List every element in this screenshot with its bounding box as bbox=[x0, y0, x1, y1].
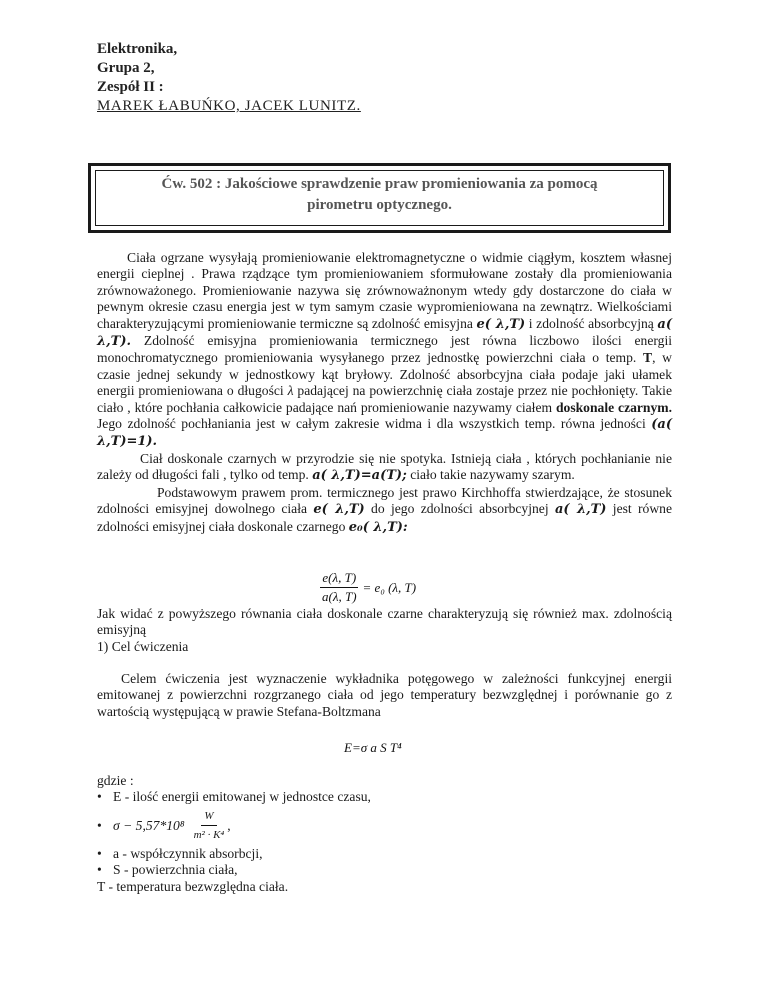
definition-S bbox=[97, 862, 672, 878]
kirchhoff-absorptivity: a( λ,T) bbox=[554, 502, 607, 518]
header-block bbox=[97, 40, 361, 116]
emissivity-symbol: e( λ,T) bbox=[476, 316, 526, 332]
definitions-intro: gdzie : bbox=[97, 773, 134, 788]
kirchhoff-fraction bbox=[320, 570, 359, 605]
stefan-boltzmann-formula: E=σ a S T⁴ bbox=[344, 740, 402, 755]
intro-text-d: , w czasie jednej sekundy w jednostkowy kąt bryłowy. Zdolność absorbcyjna ciała podaje jaki ułamek energii promieniowana o długości bbox=[97, 350, 672, 399]
lambda-symbol: λ bbox=[287, 383, 294, 399]
formula-rhs: = e₀ (λ, T) bbox=[362, 579, 417, 595]
kirchhoff-paragraph bbox=[97, 485, 672, 536]
definition-E bbox=[97, 789, 672, 805]
fraction-denominator: a(λ, T) bbox=[322, 589, 357, 604]
intro-text-b: i zdolność absorbcyjną bbox=[525, 315, 658, 331]
kirchhoff-emissivity: e( λ,T) bbox=[313, 502, 365, 518]
goal-block bbox=[97, 671, 672, 720]
kirchhoff-formula bbox=[320, 570, 416, 605]
blackbody-emissivity: e₀( λ,T): bbox=[348, 519, 408, 535]
intro-paragraph bbox=[97, 250, 672, 451]
fraction-numerator: e(λ, T) bbox=[320, 570, 358, 588]
bullet-icon: • bbox=[97, 817, 102, 833]
para3-text-a: Podstawowym prawem prom. termicznego jest prawo Kirchhoffa stwierdzające, że stosunek zdolności emisyjnej dowolnego ciała bbox=[97, 484, 672, 517]
sigma-tail: , bbox=[227, 817, 231, 833]
para3-text-b: do jego zdolności absorbcyjnej bbox=[364, 501, 555, 517]
bullet-icon: • bbox=[97, 862, 102, 878]
definition-E-text: E - ilość energii emitowanej w jednostce czasu, bbox=[113, 789, 371, 805]
definitions-list bbox=[97, 773, 672, 895]
temperature-symbol: T bbox=[643, 350, 653, 366]
para3-text-c: jest równe zdolności emisyjnej ciała doskonale czarnego bbox=[97, 501, 672, 534]
sigma-value: σ − 5,57*10⁸ bbox=[113, 817, 185, 833]
grey-body-paragraph bbox=[97, 451, 672, 485]
sigma-unit-denominator: m² · K⁴ bbox=[193, 829, 225, 842]
para2-text-b: ciało takie nazywamy szarym. bbox=[406, 467, 575, 483]
definition-a-text: a - współczynnik absorbcji, bbox=[113, 845, 263, 861]
intro-text-f: Jego zdolność pochłaniania jest w całym zakresie widma i dla wszystkich temp. równa jedności bbox=[97, 416, 652, 432]
unity-absorptivity: (a( λ,T)=1). bbox=[97, 417, 672, 450]
sigma-unit-numerator: W bbox=[201, 808, 216, 826]
para2-text-a: Ciał doskonale czarnych w przyrodzie się nie spotyka. Istnieją ciała , których pochłanianie nie zależy od długości fali , tylko od temp. bbox=[97, 450, 672, 483]
definition-a bbox=[97, 846, 672, 862]
header-group: Grupa 2, bbox=[97, 60, 155, 76]
title-line-1: Ćw. 502 : Jakościowe sprawdzenie praw promieniowania za pomocą bbox=[161, 176, 598, 192]
sigma-unit-fraction bbox=[191, 808, 231, 844]
absorptivity-symbol: a( λ,T). bbox=[97, 316, 672, 350]
header-course: Elektronika, bbox=[97, 41, 178, 57]
exercise-title bbox=[91, 174, 668, 216]
definition-S-text: S - powierzchnia ciała, bbox=[113, 862, 238, 878]
header-authors: MAREK ŁABUŃKO, JACEK LUNITZ. bbox=[97, 98, 361, 114]
intro-text-a: Ciała ogrzane wysyłają promieniowanie elektromagnetyczne o widmie ciągłym, kosztem własnej energii cieplnej . Prawa rządzące tym promieniowaniem sformułowane zostały dla promieniowania zrównoważonego. Promieniowanie nazywa się zrównoważnonym wtedy gdy dostarczone do ciała w pewnym okresie czasu energia jest w tym samym czasie wypromieniowana na zewnątrz. Wielkościami charakteryzującymi promieniowanie termiczne są zdolność emisyjna bbox=[97, 250, 672, 331]
title-box bbox=[88, 163, 671, 233]
definition-sigma bbox=[97, 806, 672, 846]
definition-T: T - temperatura bezwzględna ciała. bbox=[97, 878, 289, 894]
blackbody-term: doskonale czarnym. bbox=[555, 399, 673, 415]
bullet-icon: • bbox=[97, 789, 102, 805]
bullet-icon: • bbox=[97, 845, 102, 861]
goal-text: Celem ćwiczenia jest wyznaczenie wykładnika potęgowego w zależności funkcyjnej energii emitowanej z powierzchni rozgrzanego ciała od jego temperatury bezwzględnej i porównanie go z wartością występującą w prawie Stefana-Boltzmana bbox=[97, 671, 672, 719]
intro-text-c: Zdolność emisyjna promieniowania termicznego jest równa liczbowo ilości energii monochromatycznego promieniowania wysyłanego przez jednostkę powierzchni ciała o temp. bbox=[97, 333, 672, 366]
title-line-2: pirometru optycznego. bbox=[307, 197, 452, 213]
body-text bbox=[97, 250, 672, 536]
section-heading-goal: 1) Cel ćwiczenia bbox=[97, 638, 189, 654]
header-team: Zespół II : bbox=[97, 79, 164, 95]
intro-text-e: padającej na powierzchnię ciała zostaje przez nie pochłonięty. Takie ciało , które pochłania całkowicie padające nań promieniowanie nazywamy ciałem bbox=[97, 383, 672, 415]
conclusion-text: Jak widać z powyższego równania ciała doskonale czarne charakteryzują się również max. zdolnością emisyjną bbox=[97, 606, 672, 638]
grey-body-symbol: a( λ,T)=a(T); bbox=[312, 468, 407, 484]
conclusion-block bbox=[97, 606, 672, 655]
